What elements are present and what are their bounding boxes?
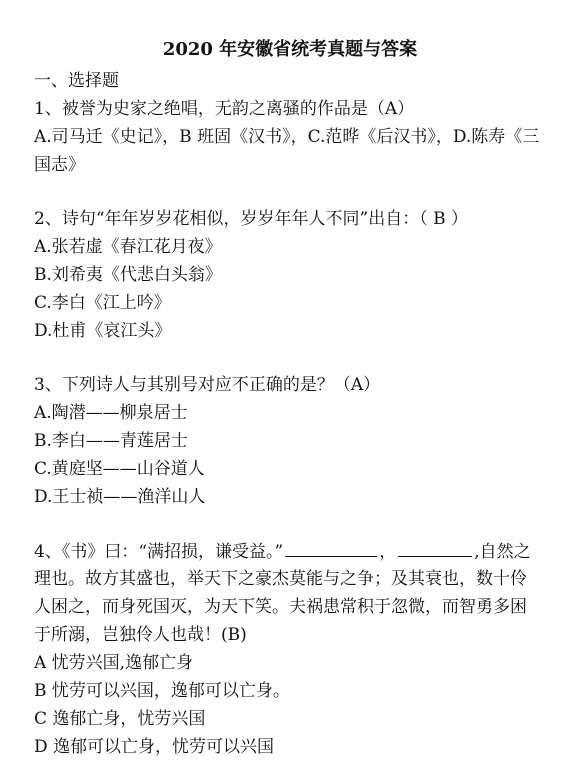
question-3-option-a: A.陶潜——柳泉居士 — [34, 403, 188, 423]
question-2-option-d: D.杜甫《哀江头》 — [34, 321, 172, 341]
question-1-options-cont: 国志》 — [34, 155, 85, 175]
question-4-passage-line: 于所溺，岂独伶人也哉！(B) — [34, 625, 247, 645]
question-3-stem: 3、下列诗人与其别号对应不正确的是？（A） — [34, 375, 381, 395]
question-4-option-a: A 忧劳兴国,逸郁亡身 — [34, 653, 194, 673]
question-4-stem-text: 4、《书》曰：“满招损，谦受益。” — [34, 542, 284, 562]
question-2-option-b: B.刘希夷《代悲白头翁》 — [34, 265, 222, 285]
question-2-stem: 2、诗句“年年岁岁花相似，岁岁年年人不同”出自：（ B ） — [34, 209, 468, 229]
question-4-passage-line: 理也。故方其盛也，举天下之豪杰莫能与之争；及其衰也，数十伶 — [34, 569, 527, 589]
question-2-option-c: C.李白《江上吟》 — [34, 293, 171, 313]
question-3-option-c: C.黄庭坚——山谷道人 — [34, 459, 205, 479]
question-4-comma: ， — [379, 542, 397, 562]
question-2-option-a: A.张若虚《春江花月夜》 — [34, 237, 222, 257]
answer-blank-1 — [285, 540, 377, 557]
section-heading: 一、选择题 — [34, 71, 119, 91]
question-4-passage-line: 人困之，而身死国灭，为天下笑。夫祸患常积于忽微，而智勇多困 — [34, 597, 527, 617]
question-4-option-b: B 忧劳可以兴国，逸郁可以亡身。 — [34, 681, 290, 701]
question-4-stem-tail: ,自然之 — [474, 542, 531, 562]
question-4-option-c: C 逸郁亡身，忧劳兴国 — [34, 709, 206, 729]
answer-blank-2 — [398, 540, 472, 557]
question-4-option-d: D 逸郁可以亡身，忧劳可以兴国 — [34, 737, 275, 757]
page-title: 2020 年安徽省统考真题与答案 — [162, 39, 418, 60]
question-4-stem — [34, 540, 531, 563]
question-1-stem: 1、被誉为史家之绝唱，无韵之离骚的作品是（A） — [34, 99, 415, 119]
question-3-option-b: B.李白——青莲居士 — [34, 431, 188, 451]
question-3-option-d: D.王士祯——渔洋山人 — [34, 487, 206, 507]
question-1-options: A.司马迁《史记》，B 班固《汉书》，C.范晔《后汉书》，D.陈寿《三 — [34, 127, 540, 147]
